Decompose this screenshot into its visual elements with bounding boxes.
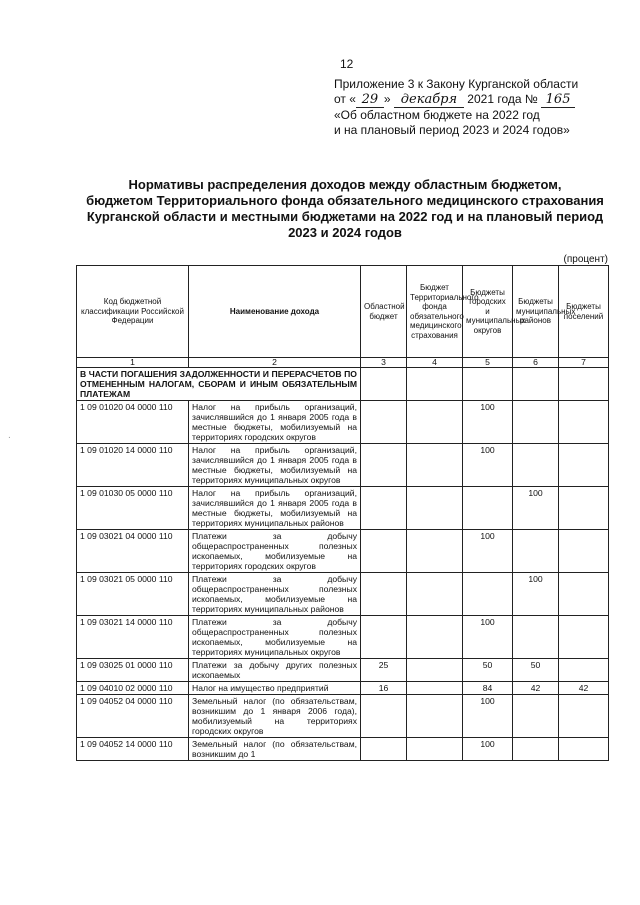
row-settlement-share <box>559 738 609 761</box>
table-row <box>77 695 609 738</box>
row-code: 1 09 04010 02 0000 110 <box>77 682 189 695</box>
margin-mark: . <box>8 430 11 441</box>
column-number: 7 <box>559 358 609 368</box>
row-regional-share: 25 <box>361 659 407 682</box>
row-name: Налог на имущество предприятий <box>189 682 361 695</box>
empty-cell <box>559 368 609 401</box>
row-regional-share <box>361 738 407 761</box>
row-tfoms-share <box>407 695 463 738</box>
row-city-okrug-share <box>463 487 513 530</box>
row-city-okrug-share: 100 <box>463 401 513 444</box>
row-tfoms-share <box>407 530 463 573</box>
row-settlement-share <box>559 401 609 444</box>
row-mun-district-share <box>513 444 559 487</box>
column-number-row <box>77 358 609 368</box>
row-mun-district-share: 100 <box>513 487 559 530</box>
row-settlement-share <box>559 444 609 487</box>
row-name: Платежи за добычу общераспространенных полезных ископаемых, мобилизуемые на территориях муниципальных районов <box>189 573 361 616</box>
row-mun-district-share <box>513 738 559 761</box>
row-settlement-share <box>559 487 609 530</box>
row-city-okrug-share: 100 <box>463 530 513 573</box>
section-row <box>77 368 609 401</box>
table-row <box>77 659 609 682</box>
row-settlement-share <box>559 659 609 682</box>
column-number: 4 <box>407 358 463 368</box>
row-name: Налог на прибыль организаций, зачислявшийся до 1 января 2005 года в местные бюджеты, мобилизуемый на территориях муниципальных районов <box>189 487 361 530</box>
row-regional-share <box>361 616 407 659</box>
header-name: Наименование дохода <box>189 266 361 358</box>
row-code: 1 09 03025 01 0000 110 <box>77 659 189 682</box>
row-name: Земельный налог (по обязательствам, возникшим до 1 января 2006 года), мобилизуемый на территориях городских округов <box>189 695 361 738</box>
row-city-okrug-share: 84 <box>463 682 513 695</box>
year-label: 2021 года № <box>467 92 538 106</box>
row-regional-share <box>361 530 407 573</box>
table-row <box>77 530 609 573</box>
table-row <box>77 444 609 487</box>
header-tfoms: Бюджет Территориального фонда обязательного медицинского страхования <box>407 266 463 358</box>
appendix-header <box>334 77 578 138</box>
row-mun-district-share: 42 <box>513 682 559 695</box>
row-tfoms-share <box>407 616 463 659</box>
header-row <box>77 266 609 358</box>
unit-label: (процент) <box>563 254 608 265</box>
empty-cell <box>513 368 559 401</box>
row-regional-share <box>361 573 407 616</box>
table-row <box>77 487 609 530</box>
row-mun-district-share <box>513 401 559 444</box>
row-city-okrug-share: 100 <box>463 738 513 761</box>
title-line-1: Нормативы распределения доходов между областным бюджетом, <box>128 177 562 192</box>
row-code: 1 09 01030 05 0000 110 <box>77 487 189 530</box>
row-settlement-share <box>559 616 609 659</box>
handwritten-law-number: 165 <box>541 92 575 108</box>
appendix-line-1: Приложение 3 к Закону Курганской области <box>334 77 579 91</box>
column-number: 6 <box>513 358 559 368</box>
empty-cell <box>361 368 407 401</box>
table-row <box>77 616 609 659</box>
appendix-line-3: «Об областном бюджете на 2022 год <box>334 108 540 122</box>
title-line-4: 2023 и 2024 годов <box>288 225 402 240</box>
row-mun-district-share <box>513 616 559 659</box>
row-code: 1 09 03021 14 0000 110 <box>77 616 189 659</box>
row-regional-share: 16 <box>361 682 407 695</box>
row-regional-share <box>361 401 407 444</box>
row-mun-district-share <box>513 530 559 573</box>
row-regional-share <box>361 695 407 738</box>
row-tfoms-share <box>407 444 463 487</box>
revenue-distribution-table <box>76 265 609 761</box>
table-row <box>77 738 609 761</box>
empty-cell <box>463 368 513 401</box>
row-regional-share <box>361 444 407 487</box>
date-prefix: от « <box>334 92 356 106</box>
header-settlements: Бюджеты поселений <box>559 266 609 358</box>
table-row <box>77 682 609 695</box>
header-regional: Областной бюджет <box>361 266 407 358</box>
column-number: 1 <box>77 358 189 368</box>
row-name: Платежи за добычу общераспространенных полезных ископаемых, мобилизуемые на территориях городских округов <box>189 530 361 573</box>
header-code: Код бюджетной классификации Российской Федерации <box>77 266 189 358</box>
date-close-quote: » <box>383 92 391 106</box>
row-city-okrug-share: 50 <box>463 659 513 682</box>
row-name: Платежи за добычу общераспространенных полезных ископаемых, мобилизуемые на территориях муниципальных округов <box>189 616 361 659</box>
row-tfoms-share <box>407 682 463 695</box>
row-mun-district-share <box>513 695 559 738</box>
row-tfoms-share <box>407 738 463 761</box>
row-name: Земельный налог (по обязательствам, возникшим до 1 <box>189 738 361 761</box>
row-tfoms-share <box>407 401 463 444</box>
row-settlement-share <box>559 695 609 738</box>
row-settlement-share <box>559 573 609 616</box>
row-mun-district-share: 100 <box>513 573 559 616</box>
row-code: 1 09 01020 04 0000 110 <box>77 401 189 444</box>
page-number: 12 <box>340 57 354 71</box>
header-city-okrug: Бюджеты городских и муниципальных округов <box>463 266 513 358</box>
row-code: 1 09 01020 14 0000 110 <box>77 444 189 487</box>
appendix-line-2 <box>334 92 578 108</box>
row-code: 1 09 04052 04 0000 110 <box>77 695 189 738</box>
section-title: В ЧАСТИ ПОГАШЕНИЯ ЗАДОЛЖЕННОСТИ И ПЕРЕРАСЧЕТОВ ПО ОТМЕНЕННЫМ НАЛОГАМ, СБОРАМ И ИНЫМ ОБЯЗАТЕЛЬНЫМ ПЛАТЕЖАМ <box>77 368 361 401</box>
row-tfoms-share <box>407 659 463 682</box>
row-city-okrug-share <box>463 573 513 616</box>
table-row <box>77 401 609 444</box>
row-regional-share <box>361 487 407 530</box>
row-name: Налог на прибыль организаций, зачислявшийся до 1 января 2005 года в местные бюджеты, мобилизуемый на территориях муниципальных округов <box>189 444 361 487</box>
row-city-okrug-share: 100 <box>463 616 513 659</box>
row-city-okrug-share: 100 <box>463 695 513 738</box>
row-code: 1 09 03021 04 0000 110 <box>77 530 189 573</box>
handwritten-day: 29 <box>356 92 384 108</box>
table-row <box>77 573 609 616</box>
title-line-3: Курганской области и местными бюджетами на 2022 год и на плановый период <box>86 209 604 224</box>
row-tfoms-share <box>407 487 463 530</box>
header-mun-districts: Бюджеты муниципальных районов <box>513 266 559 358</box>
empty-cell <box>407 368 463 401</box>
row-code: 1 09 03021 05 0000 110 <box>77 573 189 616</box>
row-code: 1 09 04052 14 0000 110 <box>77 738 189 761</box>
title-line-2: бюджетом Территориального фонда обязательного медицинского страхования <box>86 193 604 208</box>
row-name: Налог на прибыль организаций, зачислявшийся до 1 января 2005 года в местные бюджеты, мобилизуемый на территориях городских округов <box>189 401 361 444</box>
row-name: Платежи за добычу других полезных ископаемых <box>189 659 361 682</box>
column-number: 3 <box>361 358 407 368</box>
column-number: 2 <box>189 358 361 368</box>
column-number: 5 <box>463 358 513 368</box>
handwritten-month: декабря <box>394 92 464 108</box>
row-settlement-share <box>559 530 609 573</box>
row-city-okrug-share: 100 <box>463 444 513 487</box>
document-title <box>75 177 615 241</box>
row-mun-district-share: 50 <box>513 659 559 682</box>
row-settlement-share: 42 <box>559 682 609 695</box>
row-tfoms-share <box>407 573 463 616</box>
appendix-line-4: и на плановый период 2023 и 2024 годов» <box>334 123 570 137</box>
